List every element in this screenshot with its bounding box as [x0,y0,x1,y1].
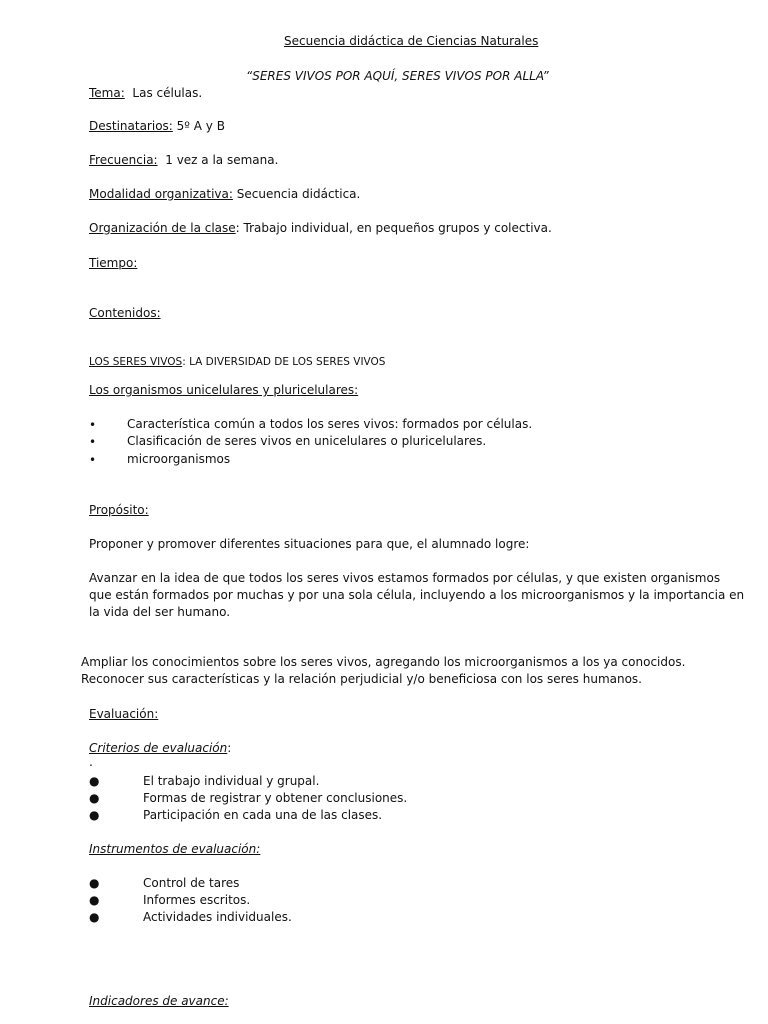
field-value: : Trabajo individual, en pequeños grupos y colectiva. [235,221,552,235]
proposito-intro: Proponer y promover diferentes situaciones para que, el alumnado logre: [89,537,530,551]
proposito-paragraph-line: que están formados por muchas y por una sola célula, incluyendo a los microorganismos y la importancia en [89,588,745,602]
contenidos-heading: Contenidos: [89,306,161,320]
field-label: Frecuencia: [89,153,158,167]
field-label: Organización de la clase [89,221,236,235]
field-frecuencia [89,152,278,169]
evaluacion-heading: Evaluación: [89,707,159,721]
field-value: Las células. [132,86,203,100]
bullet-icon: ● [89,808,100,822]
field-modalidad [89,186,360,203]
document-subtitle: “SERES VIVOS POR AQUÍ, SERES VIVOS POR ALLA” [246,69,549,83]
field-label: Tema: [89,86,125,100]
topic-rest: : LA DIVERSIDAD DE LOS SERES VIVOS [182,356,386,368]
proposito-heading: Propósito: [89,503,149,517]
bullet-icon: ● [89,774,100,788]
contenidos-topic [89,354,385,371]
list-item: Informes escritos. [143,893,251,907]
field-value: Secuencia didáctica. [236,187,361,201]
criterios-colon: : [227,741,232,755]
proposito-extra-line: Ampliar los conocimientos sobre los seres vivos, agregando los microorganismos a los ya conocidos. [81,655,686,669]
list-item: Característica común a todos los seres vivos: formados por células. [127,417,533,431]
field-value: 5º A y B [176,119,225,133]
bullet-icon: • [89,418,97,432]
list-item: microorganismos [127,452,231,466]
list-item: Clasificación de seres vivos en unicelulares o pluricelulares. [127,434,487,448]
field-organizacion [89,220,552,237]
list-item: El trabajo individual y grupal. [143,774,320,788]
list-item: Participación en cada una de las clases. [143,808,383,822]
criterios-label: Criterios de evaluación [89,741,228,755]
proposito-paragraph-line: la vida del ser humano. [89,605,231,619]
bullet-icon: ● [89,791,100,805]
indicadores-heading: Indicadores de avance: [89,994,229,1008]
field-label: Destinatarios: [89,119,173,133]
document-title: Secuencia didáctica de Ciencias Naturales [284,34,539,48]
field-tiempo: Tiempo: [89,256,138,270]
bullet-icon: ● [89,910,100,924]
field-destinatarios [89,118,225,135]
topic-label: LOS SERES VIVOS [89,356,183,368]
bullet-icon: ● [89,893,100,907]
stray-dot: . [89,755,93,769]
instrumentos-heading: Instrumentos de evaluación: [89,842,261,856]
field-tema [89,85,202,102]
list-item: Actividades individuales. [143,910,292,924]
proposito-extra-line: Reconocer sus características y la relación perjudicial y/o beneficiosa con los seres humanos. [81,672,642,686]
list-item: Control de tares [143,876,240,890]
field-value: 1 vez a la semana. [165,153,279,167]
criterios-heading [89,740,231,757]
bullet-icon: • [89,435,97,449]
bullet-icon: • [89,453,97,467]
field-label: Modalidad organizativa: [89,187,233,201]
contenidos-subheading: Los organismos unicelulares y pluricelulares: [89,383,359,397]
proposito-paragraph-line: Avanzar en la idea de que todos los seres vivos estamos formados por células, y que existen organismos [89,571,721,585]
bullet-icon: ● [89,876,100,890]
list-item: Formas de registrar y obtener conclusiones. [143,791,408,805]
